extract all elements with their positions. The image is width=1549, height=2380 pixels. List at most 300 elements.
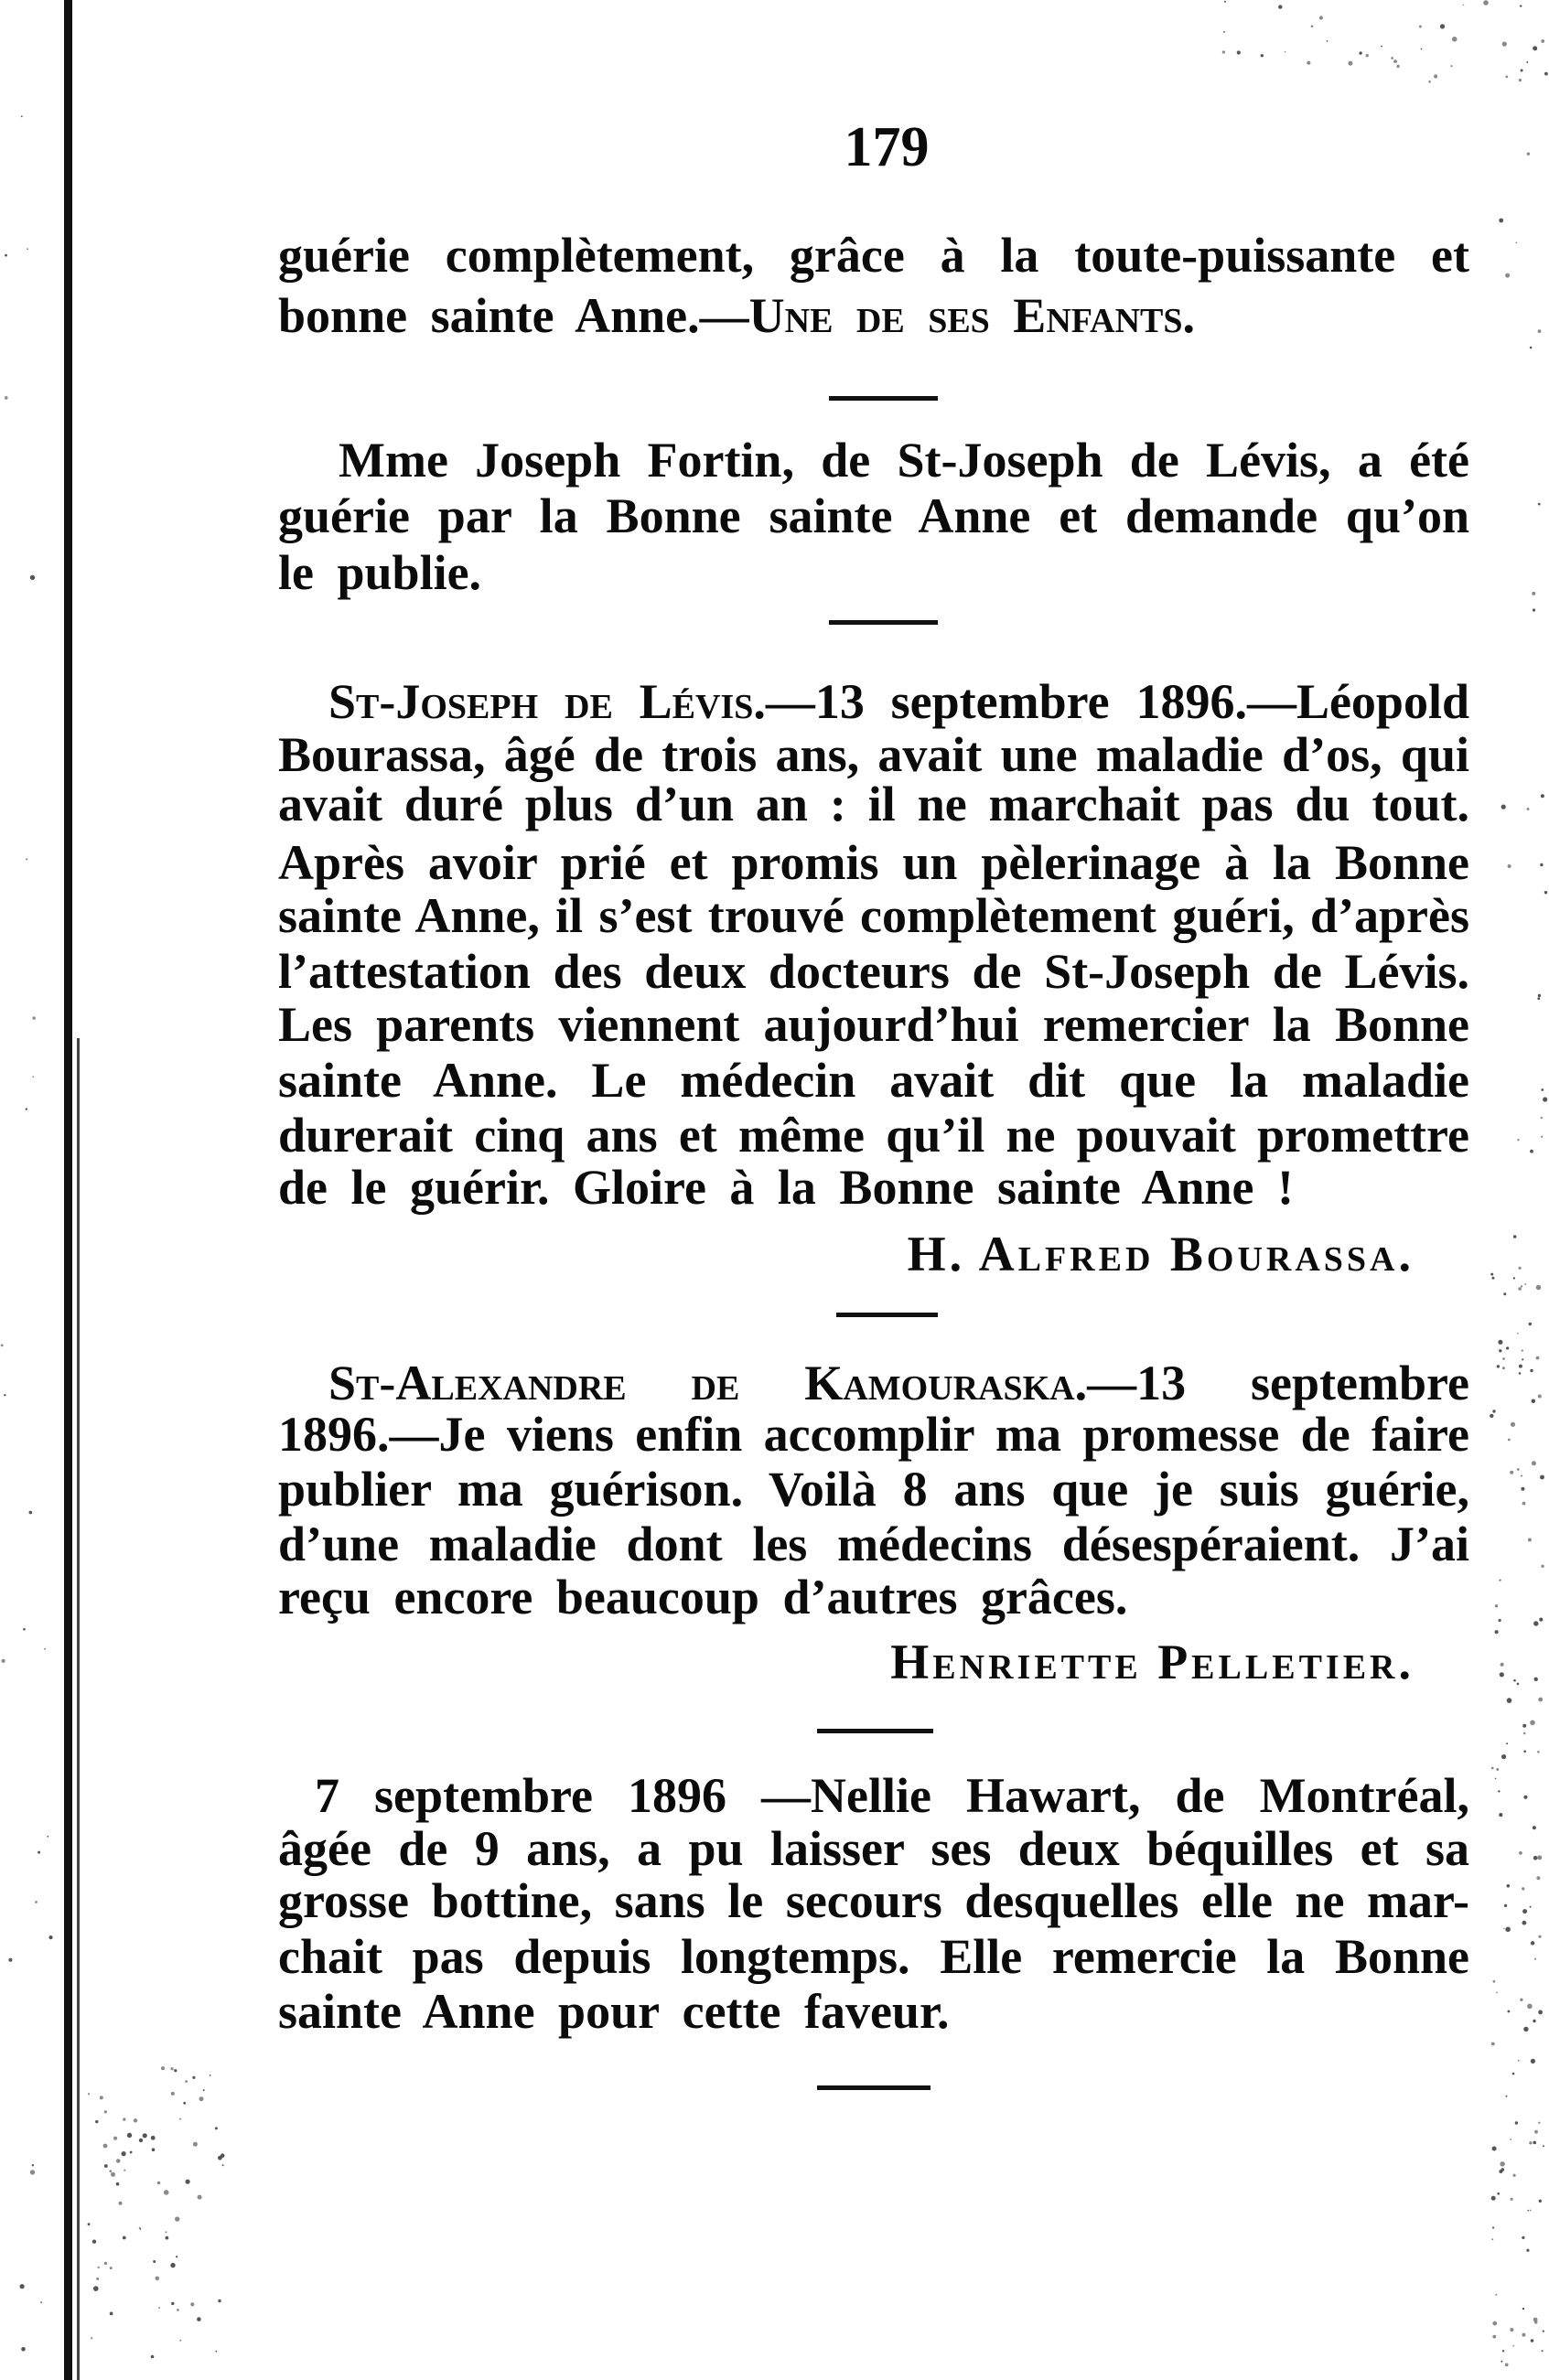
scan-speck xyxy=(1518,2060,1520,2062)
scan-speck xyxy=(1526,2249,1529,2252)
scan-speck xyxy=(1,1345,4,1347)
scan-speck xyxy=(1492,2226,1494,2228)
scan-speck xyxy=(1517,1139,1519,1141)
scan-speck xyxy=(29,1511,33,1515)
scan-speck xyxy=(1513,2174,1516,2177)
scan-speck xyxy=(1538,329,1542,333)
scan-speck xyxy=(1319,16,1323,19)
section-divider xyxy=(817,2085,930,2090)
scan-speck xyxy=(1534,1958,1536,1960)
scan-speck xyxy=(1495,2294,1497,2296)
scan-speck xyxy=(1533,1856,1538,1860)
scan-speck xyxy=(1536,1356,1540,1360)
scan-speck xyxy=(1515,242,1517,244)
scan-speck xyxy=(1491,1767,1494,1770)
scan-speck xyxy=(95,2120,98,2123)
scan-speck xyxy=(1533,2020,1535,2022)
scan-speck xyxy=(1534,1678,1538,1681)
place-heading: St-Joseph de Lévis. xyxy=(328,674,766,729)
text-line: sainte Anne, il s’est trouvé complètement guéri, d’après xyxy=(278,888,1469,943)
scan-speck xyxy=(1530,1906,1532,1908)
scan-speck xyxy=(1512,2073,1515,2075)
scan-speck xyxy=(1492,2335,1496,2339)
scan-speck xyxy=(1522,2236,1524,2239)
text-line: sainte Anne. Le médecin avait dit que la maladie xyxy=(278,1053,1469,1108)
scan-speck xyxy=(1491,2238,1493,2240)
text-line: âgée de 9 ans, a pu laisser ses deux béquilles et sa xyxy=(278,1821,1469,1876)
place-heading: St-Alexandre de Kamouraska. xyxy=(328,1356,1088,1410)
scan-speck xyxy=(1497,1365,1500,1367)
scan-speck xyxy=(1434,74,1437,78)
text-line: d’une maladie dont les médecins désespéraient. J’ai xyxy=(278,1517,1469,1571)
scan-speck xyxy=(1523,1796,1527,1799)
scan-speck xyxy=(32,1076,34,1077)
scan-speck xyxy=(27,248,28,250)
scan-speck xyxy=(1366,54,1369,57)
scan-speck xyxy=(109,2170,112,2172)
text-line: de le guérir. Gloire à la Bonne sainte Anne ! xyxy=(278,1160,1295,1215)
scan-speck xyxy=(1522,1724,1526,1728)
scan-speck xyxy=(1541,794,1544,798)
scan-speck xyxy=(222,2164,224,2166)
scan-speck xyxy=(175,2216,179,2221)
scan-speck xyxy=(1261,54,1264,57)
scan-speck xyxy=(92,2240,96,2244)
scan-speck xyxy=(103,2144,108,2149)
scan-speck xyxy=(1520,5,1522,6)
scan-speck xyxy=(1523,1751,1526,1753)
scan-speck xyxy=(1539,2200,1542,2203)
scan-speck xyxy=(1519,1372,1522,1375)
scan-speck xyxy=(1452,37,1458,42)
scan-speck xyxy=(1532,1399,1536,1404)
scan-speck xyxy=(1527,2004,1533,2010)
scan-speck xyxy=(1359,51,1361,54)
scan-speck xyxy=(1512,2345,1514,2347)
scan-speck xyxy=(1501,2361,1502,2363)
scan-speck xyxy=(93,2286,99,2291)
section-divider xyxy=(836,1313,938,1317)
scan-speck xyxy=(1501,2168,1505,2171)
scan-speck xyxy=(197,2317,201,2321)
scan-speck xyxy=(1538,2010,1543,2015)
scan-speck xyxy=(177,2309,179,2311)
scan-speck xyxy=(1499,1349,1501,1352)
scan-speck xyxy=(165,2231,167,2233)
scan-speck xyxy=(130,2151,133,2154)
scan-speck xyxy=(1491,2042,1495,2046)
scan-speck xyxy=(218,2300,221,2302)
scan-speck xyxy=(1538,994,1541,997)
scan-speck xyxy=(35,1901,38,1903)
scan-speck xyxy=(139,2227,141,2229)
scan-speck xyxy=(1502,1367,1505,1369)
scan-speck xyxy=(1522,1887,1524,1890)
scan-speck xyxy=(158,2307,160,2309)
text-line: reçu encore beaucoup d’autres grâces. xyxy=(278,1570,1128,1624)
scan-speck xyxy=(1391,57,1393,59)
scan-speck xyxy=(164,2190,169,2195)
scan-speck xyxy=(171,2067,174,2070)
scan-speck xyxy=(1393,59,1397,63)
scan-speck xyxy=(1538,1395,1542,1399)
section-divider xyxy=(829,396,938,401)
scan-speck xyxy=(1539,1618,1543,1622)
scan-speck xyxy=(1538,1935,1541,1938)
scan-speck xyxy=(1223,31,1225,33)
scan-speck xyxy=(1285,51,1286,53)
scan-speck xyxy=(116,2182,120,2186)
scan-speck xyxy=(161,2066,165,2070)
scan-speck xyxy=(48,1935,52,1939)
scan-speck xyxy=(1521,70,1523,72)
scan-speck xyxy=(1522,2308,1524,2310)
scan-speck xyxy=(190,2302,194,2306)
scan-speck xyxy=(1531,2339,1534,2342)
scan-speck xyxy=(1515,2121,1518,2124)
scan-speck xyxy=(1519,79,1522,81)
scan-speck xyxy=(1490,1414,1493,1418)
text-line: 1896.—Je viens enfin accomplir ma promesse de faire xyxy=(278,1407,1469,1462)
text-line: l’attestation des deux docteurs de St-Joseph de Lévis. xyxy=(278,944,1469,999)
scan-speck xyxy=(40,2301,42,2303)
scan-speck xyxy=(1500,1580,1501,1581)
scan-speck xyxy=(32,2164,34,2166)
text-line-segment: —13 septembre 1896.—Léopold xyxy=(765,674,1469,729)
scan-speck xyxy=(1491,2196,1496,2201)
scan-speck xyxy=(1505,1927,1511,1933)
text-line: 7 septembre 1896 —Nellie Hawart, de Montréal, xyxy=(315,1768,1469,1823)
text-line: Bourassa, âgé de trois ans, avait une maladie d’os, qui xyxy=(278,727,1469,782)
scan-speck xyxy=(1483,0,1489,5)
scan-speck xyxy=(1502,1357,1505,1360)
scan-speck xyxy=(110,2267,113,2269)
scan-speck xyxy=(96,2278,99,2280)
page-number: 179 xyxy=(844,116,930,178)
scan-speck xyxy=(124,2170,125,2171)
scan-speck xyxy=(1521,1487,1524,1491)
signature: Une de ses Enfants. xyxy=(748,288,1196,343)
scan-speck xyxy=(1499,1619,1501,1622)
scan-speck xyxy=(127,2133,132,2138)
scan-speck xyxy=(1533,1621,1538,1625)
scan-speck xyxy=(1543,2145,1544,2147)
scan-speck xyxy=(30,2170,35,2174)
scan-speck xyxy=(1224,1,1226,3)
scan-speck xyxy=(156,2277,160,2281)
scan-speck xyxy=(1490,1273,1493,1276)
scan-speck xyxy=(192,2076,195,2079)
scan-speck xyxy=(1530,347,1533,349)
scan-speck xyxy=(143,2133,147,2138)
scan-speck xyxy=(5,254,7,257)
scan-speck xyxy=(1522,1921,1527,1925)
scan-speck xyxy=(1511,1422,1515,1427)
scan-speck xyxy=(1492,2321,1497,2326)
text-line: avait duré plus d’un an : il ne marchait pas du tout. xyxy=(278,777,1469,831)
text-line: sainte Anne pour cette faveur. xyxy=(278,1984,950,2039)
text-line: guérie complètement, grâce à la toute-puissante et xyxy=(278,228,1469,283)
text-line-segment: bonne sainte Anne.— xyxy=(278,288,749,343)
scan-speck xyxy=(1508,1439,1511,1442)
scan-speck xyxy=(1541,1565,1544,1568)
scan-speck xyxy=(198,2195,202,2200)
scan-speck xyxy=(1502,2350,1504,2352)
scan-speck xyxy=(1540,1475,1544,1480)
text-line: publier ma guérison. Voilà 8 ans que je suis guérie, xyxy=(278,1462,1469,1517)
text-line xyxy=(278,1356,1469,1410)
text-line: durerait cinq ans et même qu’il ne pouvait promettre xyxy=(278,1108,1469,1163)
scan-speck xyxy=(4,1394,5,1396)
scan-speck xyxy=(47,1836,48,1838)
scan-speck xyxy=(1522,1358,1523,1360)
text-line: grosse bottine, sans le secours desquelles elle ne mar- xyxy=(278,1873,1469,1928)
scan-speck xyxy=(179,2340,181,2342)
scan-speck xyxy=(1544,891,1547,894)
scan-speck xyxy=(1506,1346,1509,1349)
scan-speck xyxy=(139,2139,143,2142)
text-line: Après avoir prié et promis un pèlerinage à la Bonne xyxy=(278,835,1469,890)
scan-speck xyxy=(110,2312,113,2316)
scan-speck xyxy=(1510,2328,1513,2332)
scan-speck xyxy=(1521,1475,1522,1477)
scan-speck xyxy=(1311,25,1314,27)
scan-speck xyxy=(1510,2139,1511,2140)
scan-speck xyxy=(1541,1117,1543,1119)
scan-speck xyxy=(26,858,27,860)
scan-speck xyxy=(88,2223,91,2225)
scan-speck xyxy=(1513,1277,1515,1279)
scan-speck xyxy=(215,2351,217,2353)
scan-speck xyxy=(1505,76,1508,79)
scan-speck xyxy=(1529,2141,1532,2144)
scan-speck xyxy=(1527,2210,1529,2212)
scan-speck xyxy=(119,2202,123,2205)
signature: H. Alfred Bourassa. xyxy=(907,1227,1415,1281)
scan-speck xyxy=(1463,5,1465,6)
scan-speck xyxy=(1517,1468,1520,1471)
scan-speck xyxy=(171,2302,174,2305)
scan-speck xyxy=(104,2164,108,2168)
scan-speck xyxy=(38,1851,40,1854)
scan-speck xyxy=(1536,1876,1540,1880)
scan-speck xyxy=(1534,2130,1538,2134)
scan-speck xyxy=(1542,2350,1544,2352)
scan-speck xyxy=(21,115,23,117)
scan-speck xyxy=(1508,864,1511,868)
scan-speck xyxy=(1528,1538,1532,1542)
scan-speck xyxy=(1491,1277,1494,1280)
scan-speck xyxy=(1531,2059,1535,2064)
scan-speck xyxy=(1530,1150,1533,1153)
scan-speck xyxy=(1529,1323,1532,1325)
scan-speck xyxy=(1495,1630,1499,1634)
scan-speck xyxy=(166,2236,169,2240)
scan-speck xyxy=(215,2127,218,2129)
scan-speck xyxy=(1532,592,1535,595)
scan-speck xyxy=(1533,608,1535,611)
scan-speck xyxy=(1513,1679,1516,1682)
scan-speck xyxy=(1522,1502,1526,1506)
scan-speck xyxy=(1500,1672,1504,1677)
scan-speck xyxy=(1498,1340,1502,1345)
scan-speck xyxy=(1517,1333,1519,1335)
scan-speck xyxy=(1495,1604,1498,1607)
scan-speck xyxy=(1543,1097,1547,1101)
scan-speck xyxy=(176,2256,177,2257)
scan-speck xyxy=(1530,1369,1533,1372)
scan-speck xyxy=(193,2142,198,2147)
scan-speck xyxy=(1501,1754,1506,1759)
scan-speck xyxy=(1222,50,1225,53)
scan-speck xyxy=(88,2093,90,2095)
scan-speck xyxy=(1538,503,1541,506)
scan-speck xyxy=(104,2262,107,2265)
scan-speck xyxy=(1419,26,1422,28)
scan-speck xyxy=(1518,1287,1522,1291)
scan-speck xyxy=(1451,65,1453,67)
scan-speck xyxy=(171,2092,175,2096)
text-line xyxy=(278,674,1469,729)
scan-speck xyxy=(1541,1136,1543,1138)
scan-speck xyxy=(111,2172,115,2177)
scan-speck xyxy=(1501,805,1506,809)
section-divider xyxy=(829,620,938,625)
text-line xyxy=(278,288,1469,343)
scan-speck xyxy=(1500,2161,1504,2166)
scan-speck xyxy=(1505,273,1510,278)
scan-speck xyxy=(1537,997,1540,1000)
scan-speck xyxy=(157,2182,161,2185)
scan-speck xyxy=(1496,1768,1499,1771)
scan-speck xyxy=(123,2117,125,2120)
scan-speck xyxy=(151,2355,155,2359)
scan-speck xyxy=(1307,61,1310,65)
scan-speck xyxy=(26,1108,27,1110)
scan-speck xyxy=(1503,1928,1505,1930)
section-divider xyxy=(817,1729,933,1733)
text-line: le publie. xyxy=(278,545,482,600)
scan-speck xyxy=(5,396,8,400)
scan-speck xyxy=(1533,1826,1536,1829)
text-line: Mme Joseph Fortin, de St-Joseph de Lévis, a été xyxy=(339,433,1469,488)
scan-speck xyxy=(1527,808,1530,810)
scan-speck xyxy=(221,2153,225,2158)
scan-speck xyxy=(1503,1292,1506,1295)
scan-speck xyxy=(1531,1941,1534,1945)
scan-speck xyxy=(1513,1235,1517,1238)
scan-speck xyxy=(1522,1349,1523,1351)
scan-speck xyxy=(1499,1813,1502,1817)
scan-speck xyxy=(1541,39,1544,43)
scan-speck xyxy=(1519,1365,1522,1368)
scan-speck xyxy=(1507,1884,1511,1888)
scan-speck xyxy=(44,1648,46,1650)
scan-speck xyxy=(170,2263,175,2267)
scan-speck xyxy=(1532,1461,1536,1465)
scan-speck xyxy=(1492,1410,1495,1412)
scan-speck xyxy=(1421,48,1423,50)
scan-speck xyxy=(1498,1790,1500,1792)
binding-edge xyxy=(64,0,72,2380)
text-line-segment: —13 septembre xyxy=(1087,1356,1469,1410)
scan-speck xyxy=(1327,40,1328,42)
scan-speck xyxy=(1499,219,1503,223)
scan-speck xyxy=(1520,1999,1522,2001)
text-line: guérie par la Bonne sainte Anne et demande qu’on xyxy=(278,488,1469,543)
scan-speck xyxy=(1517,1683,1520,1686)
scan-speck xyxy=(1522,1909,1527,1914)
scan-speck xyxy=(1396,65,1399,68)
scan-speck xyxy=(1541,1088,1544,1091)
scan-speck xyxy=(1505,2364,1509,2367)
scan-speck xyxy=(1537,1751,1540,1753)
scan-speck xyxy=(1521,1285,1522,1287)
scan-speck xyxy=(1506,2096,1508,2097)
scan-speck xyxy=(203,2089,205,2091)
scan-speck xyxy=(1543,2331,1544,2332)
scan-speck xyxy=(1508,2010,1511,2013)
scan-speck xyxy=(1428,80,1431,83)
scan-speck xyxy=(1526,61,1528,63)
scan-speck xyxy=(1519,1851,1522,1855)
scan-speck xyxy=(1348,61,1352,66)
scan-speck xyxy=(2,1659,5,1663)
scan-speck xyxy=(152,2148,156,2151)
scan-speck xyxy=(218,2156,222,2160)
scan-speck xyxy=(1533,46,1537,50)
scan-speck xyxy=(113,2137,117,2140)
scan-speck xyxy=(1501,1663,1504,1667)
scan-speck xyxy=(1499,2170,1502,2173)
scan-speck xyxy=(1544,72,1548,76)
scan-speck xyxy=(199,2096,204,2101)
scan-speck xyxy=(174,2069,177,2072)
text-line: chait pas depuis longtemps. Elle remercie la Bonne xyxy=(278,1929,1469,1984)
scan-speck xyxy=(123,2236,126,2240)
scan-speck xyxy=(1536,1285,1542,1291)
scan-speck xyxy=(183,2102,186,2105)
scan-speck xyxy=(30,575,35,580)
scan-speck xyxy=(1538,1698,1543,1702)
signature: Henriette Pelletier. xyxy=(890,1635,1415,1689)
scan-speck xyxy=(1496,1992,1498,1994)
scan-speck xyxy=(1540,863,1543,866)
scan-speck xyxy=(8,1958,12,1962)
scan-speck xyxy=(1527,153,1530,155)
scan-speck xyxy=(98,2267,100,2268)
scan-speck xyxy=(1507,1698,1512,1703)
scan-speck xyxy=(1534,2321,1538,2324)
scan-speck xyxy=(1495,1778,1497,1780)
scan-speck xyxy=(1492,2147,1497,2151)
scan-speck xyxy=(151,2136,156,2140)
scan-speck xyxy=(104,2110,107,2113)
scan-speck xyxy=(179,2118,181,2120)
scan-speck xyxy=(140,2228,142,2230)
scan-speck xyxy=(21,2347,26,2352)
scan-speck xyxy=(20,2284,25,2289)
scan-speck xyxy=(1278,5,1282,8)
scan-speck xyxy=(1523,2027,1528,2032)
scan-speck xyxy=(1523,1732,1526,1735)
scan-speck xyxy=(1530,2210,1532,2212)
scan-speck xyxy=(153,2260,156,2263)
scan-speck xyxy=(116,2159,121,2163)
scan-speck xyxy=(1504,1904,1507,1907)
scan-speck xyxy=(1519,1267,1522,1270)
scan-speck xyxy=(33,1016,36,1019)
